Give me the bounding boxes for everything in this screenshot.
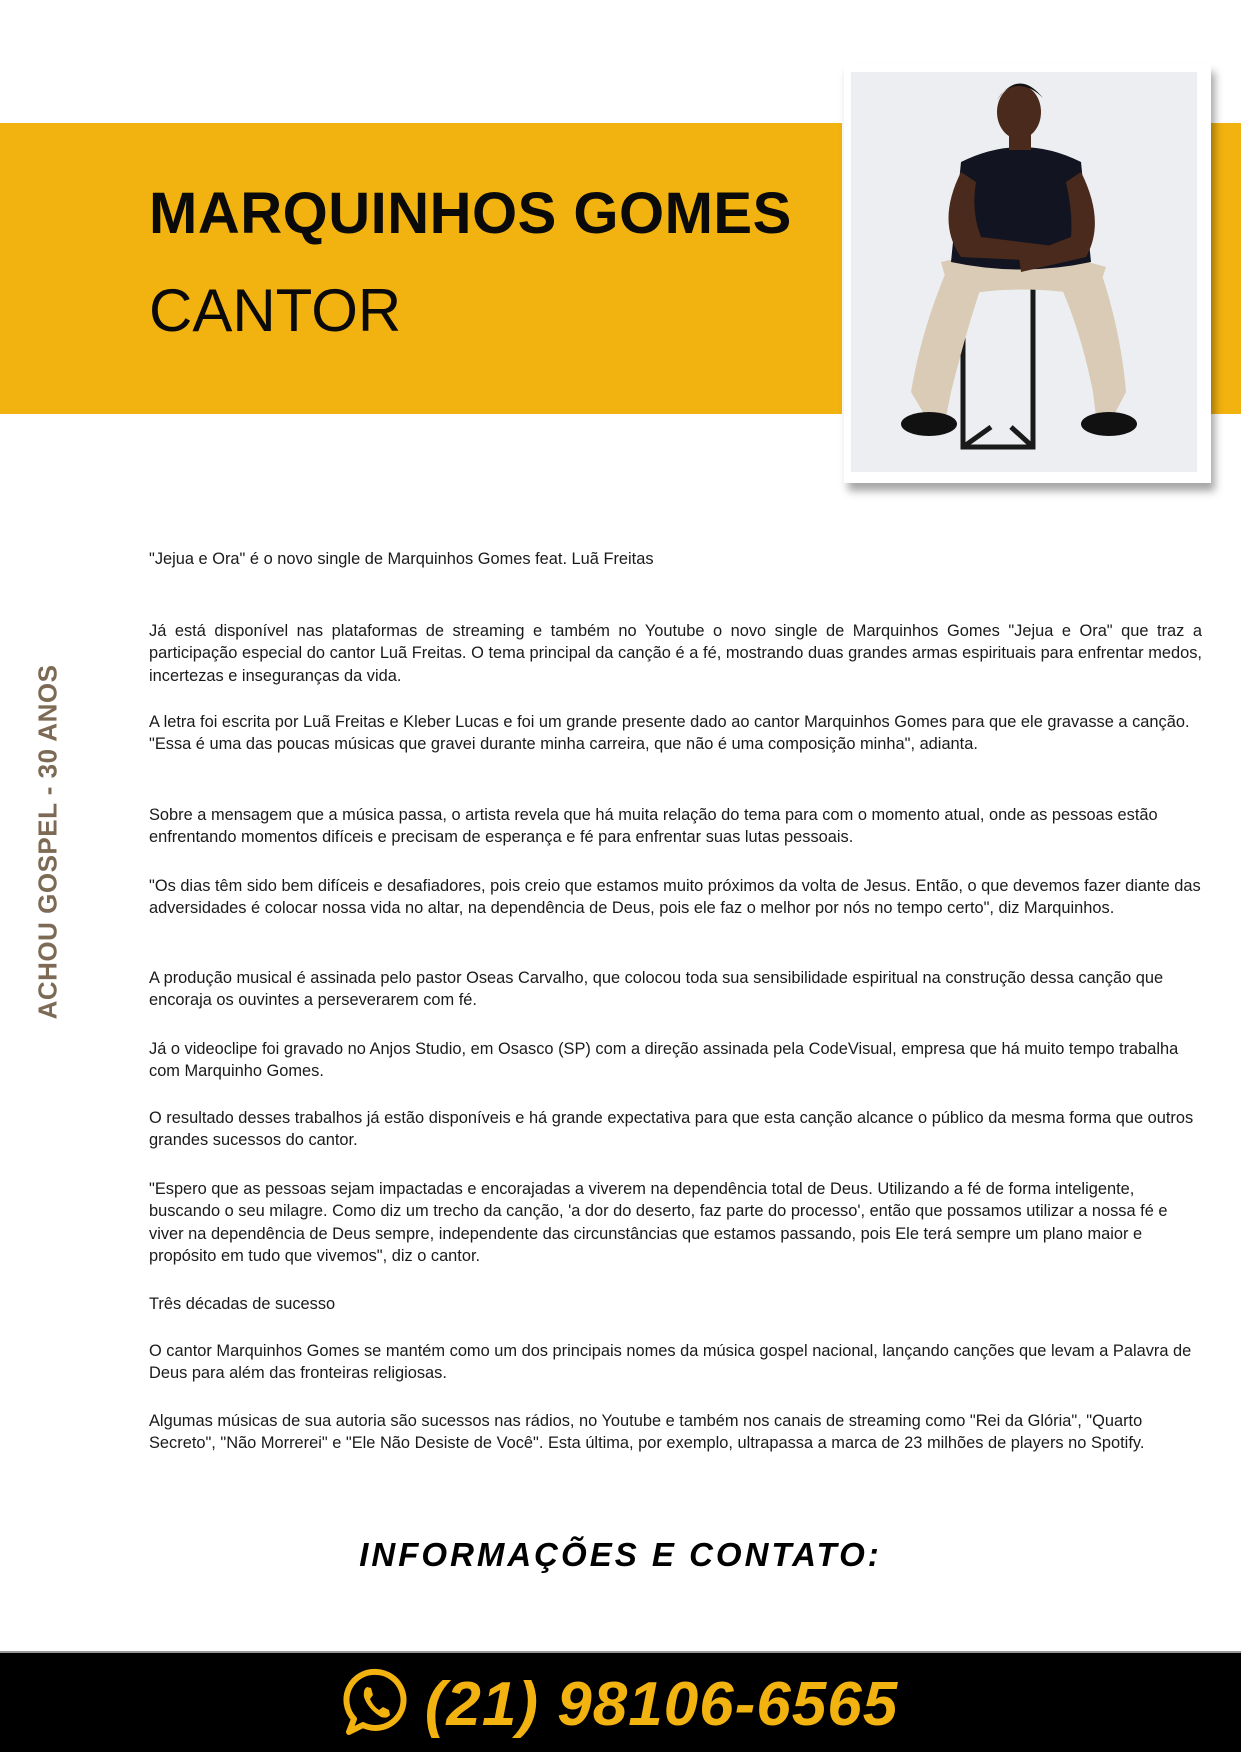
artist-role: CANTOR bbox=[149, 277, 402, 344]
article-paragraph: A produção musical é assinada pelo pastor Oseas Carvalho, que colocou toda sua sensibilidade espiritual na construção dessa canção que encoraja os ouvintes a perseverarem com fé. bbox=[149, 969, 1164, 1010]
article-paragraph: "Espero que as pessoas sejam impactadas e encorajadas a viverem na dependência total de Deus. Utilizando a fé de forma inteligente, buscando o seu milagre. Como diz um trecho da canção, 'a dor do deserto, faz parte do processo', então que possamos utilizar a nossa fé e viver na dependência de Deus sempre, independente das circunstâncias que estamos passando, pois Ele terá sempre um plano maior e propósito em tudo que vivemos", diz o cantor. bbox=[149, 1180, 1168, 1266]
contact-bar bbox=[0, 1651, 1241, 1752]
article-paragraph: Algumas músicas de sua autoria são sucessos nas rádios, no Youtube e também nos canais de streaming como "Rei da Glória", "Quarto Secreto", "Não Morrerei" e "Ele Não Desiste de Você". Esta última, por exemplo, ultrapassa a marca de 23 milhões de players no Spotify. bbox=[149, 1412, 1145, 1453]
artist-photo bbox=[851, 72, 1197, 472]
article-paragraph: O cantor Marquinhos Gomes se mantém como um dos principais nomes da música gospel nacional, lançando canções que levam a Palavra de Deus para além das fronteiras religiosas. bbox=[149, 1342, 1192, 1383]
article-subtitle: "Jejua e Ora" é o novo single de Marquinhos Gomes feat. Luã Freitas bbox=[149, 550, 654, 568]
article-paragraph: Sobre a mensagem que a música passa, o artista revela que há muita relação do tema para com o momento atual, onde as pessoas estão enfrentando momentos difíceis e precisam de esperança e fé para enfrentar suas lutas pessoais. bbox=[149, 806, 1158, 847]
article-paragraph: "Os dias têm sido bem difíceis e desafiadores, pois creio que estamos muito próximos da volta de Jesus. Então, o que devemos fazer diante das adversidades é colocar nossa vida no altar, na dependência de Deus, pois ele faz o melhor por nós no tempo certo", diz Marquinhos. bbox=[149, 877, 1201, 918]
phone-contact[interactable] bbox=[0, 1667, 1241, 1742]
artist-photo-frame bbox=[844, 64, 1211, 483]
header-band-right bbox=[1207, 123, 1241, 414]
article-section-heading: Três décadas de sucesso bbox=[149, 1295, 336, 1313]
artist-name: MARQUINHOS GOMES bbox=[149, 181, 792, 246]
contact-heading: INFORMAÇÕES E CONTATO: bbox=[359, 1536, 882, 1573]
article-paragraph: A letra foi escrita por Luã Freitas e Kleber Lucas e foi um grande presente dado ao cantor Marquinhos Gomes para que ele gravasse a canção. "Essa é uma das poucas músicas que gravei durante minha carreira, que não é uma composição minha", adianta. bbox=[149, 713, 1190, 754]
article-paragraph: O resultado desses trabalhos já estão disponíveis e há grande expectativa para que esta canção alcance o público da mesma forma que outros grandes sucessos do cantor. bbox=[149, 1109, 1194, 1150]
sidebar-label: ACHOU GOSPEL - 30 ANOS bbox=[32, 664, 63, 1020]
whatsapp-icon bbox=[343, 1667, 411, 1742]
article-paragraph: Já está disponível nas plataformas de streaming e também no Youtube o novo single de Marquinhos Gomes "Jejua e Ora" que traz a participação especial do cantor Luã Freitas. O tema principal da canção é a fé, mostrando duas grandes armas espirituais para enfrentar medos, incertezas e inseguranças da vida. bbox=[149, 622, 1202, 685]
phone-number: (21) 98106-6565 bbox=[424, 1670, 899, 1739]
article-paragraph: Já o videoclipe foi gravado no Anjos Studio, em Osasco (SP) com a direção assinada pela CodeVisual, empresa que há muito tempo trabalha com Marquinho Gomes. bbox=[149, 1040, 1179, 1081]
header-band bbox=[0, 123, 842, 414]
